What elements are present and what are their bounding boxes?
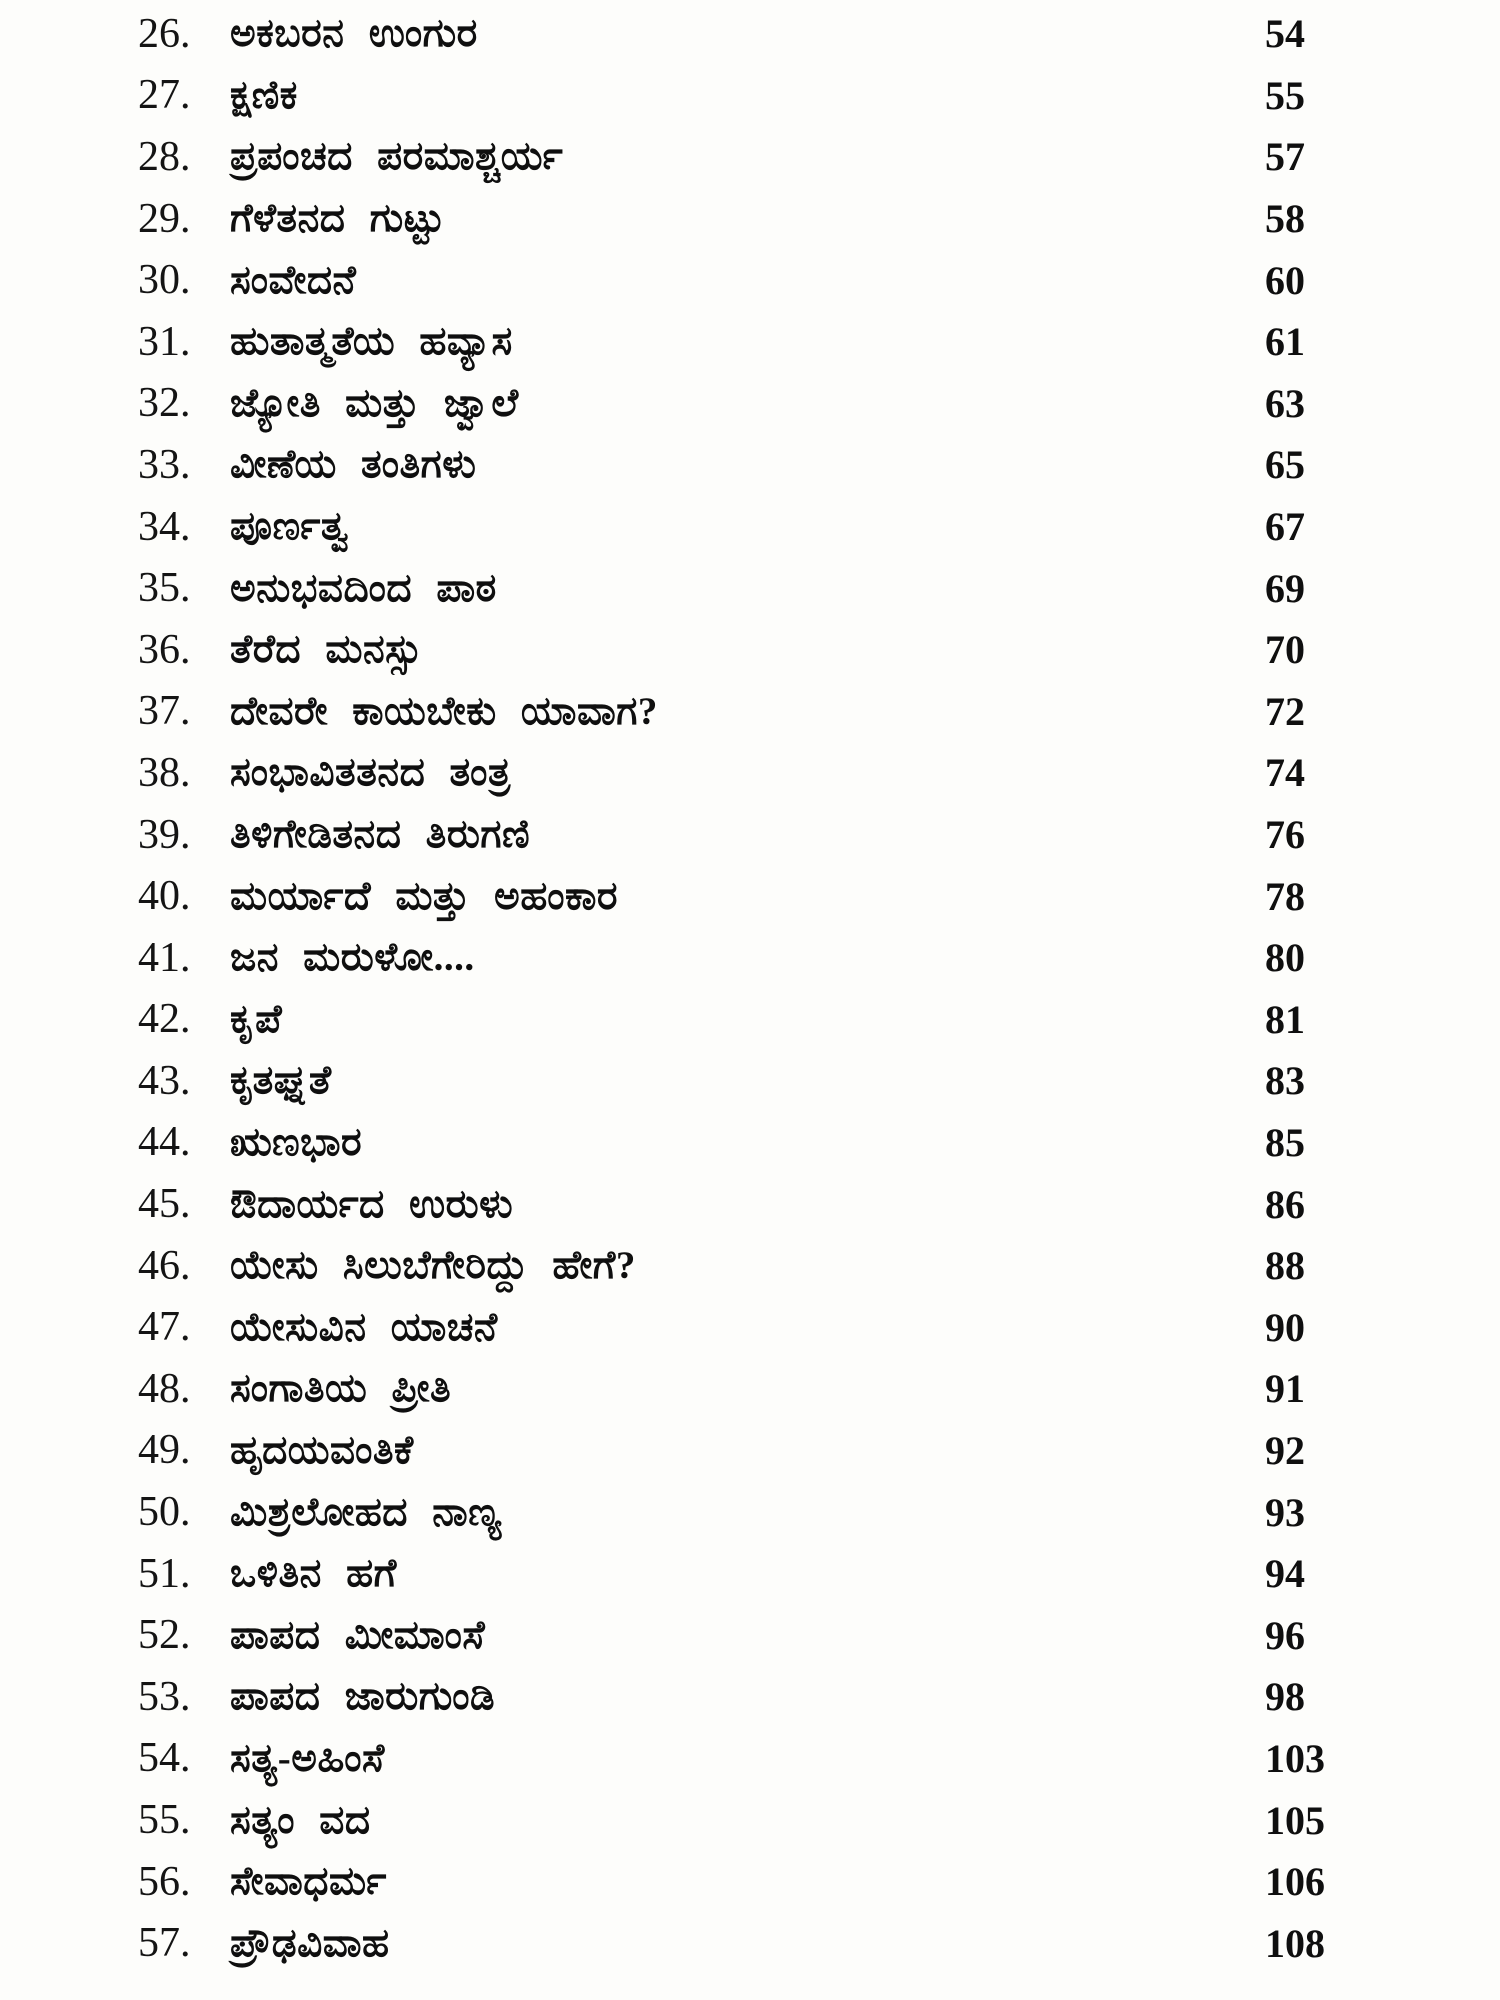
entry-number: 30.: [138, 257, 191, 304]
entry-title: ಕೃಪೆ: [230, 997, 283, 1041]
entry-page-number: 72: [1265, 688, 1305, 734]
entry-number: 33.: [138, 441, 191, 488]
entry-title: ಹೃದಯವಂತಿಕೆ: [230, 1428, 414, 1472]
entry-title: ಕೃತಘ್ನತೆ: [230, 1059, 332, 1103]
entry-number: 47.: [138, 1304, 191, 1351]
toc-row: [0, 681, 1500, 743]
entry-page-number: 55: [1265, 72, 1305, 118]
entry-number: 36.: [138, 626, 191, 673]
toc-row: [0, 1358, 1500, 1420]
toc-row: [0, 619, 1500, 681]
toc-row: [0, 804, 1500, 866]
entry-title: ವೀಣೆಯ ತಂತಿಗಳು: [230, 443, 477, 487]
toc-row: [0, 1296, 1500, 1358]
entry-page-number: 57: [1265, 134, 1305, 180]
entry-number: 37.: [138, 688, 191, 735]
entry-number: 45.: [138, 1181, 191, 1228]
entry-title: ಗೆಳೆತನದ ಗುಟ್ಟು: [230, 197, 445, 241]
entry-title: ಪಾಪದ ಮೀಮಾಂಸೆ: [230, 1613, 486, 1657]
entry-title: ಹುತಾತ್ಮತೆಯ ಹವ್ಯಾಸ: [230, 320, 513, 364]
toc-row: [0, 311, 1500, 373]
toc-row: [0, 1789, 1500, 1851]
toc-row: [0, 742, 1500, 804]
entry-page-number: 60: [1265, 257, 1305, 303]
entry-number: 39.: [138, 811, 191, 858]
entry-number: 43.: [138, 1057, 191, 1104]
entry-title: ಪೂರ್ಣತ್ವ: [230, 505, 350, 549]
entry-number: 41.: [138, 934, 191, 981]
entry-page-number: 63: [1265, 380, 1305, 426]
entry-number: 29.: [138, 195, 191, 242]
toc-row: [0, 1481, 1500, 1543]
entry-number: 54.: [138, 1735, 191, 1782]
entry-page-number: 70: [1265, 627, 1305, 673]
entry-number: 44.: [138, 1119, 191, 1166]
toc-row: [0, 927, 1500, 989]
toc-row: [0, 126, 1500, 188]
toc-row: [0, 1604, 1500, 1666]
entry-page-number: 54: [1265, 11, 1305, 57]
toc-row: [0, 1235, 1500, 1297]
entry-number: 40.: [138, 873, 191, 920]
entry-page-number: 69: [1265, 565, 1305, 611]
toc-row: [0, 989, 1500, 1051]
entry-page-number: 88: [1265, 1243, 1305, 1289]
toc-row: [0, 1420, 1500, 1482]
toc-row: [0, 65, 1500, 127]
toc-row: [0, 1173, 1500, 1235]
entry-page-number: 91: [1265, 1366, 1305, 1412]
entry-number: 51.: [138, 1550, 191, 1597]
entry-page-number: 83: [1265, 1058, 1305, 1104]
entry-page-number: 94: [1265, 1551, 1305, 1597]
entry-number: 57.: [138, 1920, 191, 1967]
entry-number: 53.: [138, 1673, 191, 1720]
toc-row: [0, 1728, 1500, 1790]
entry-number: 34.: [138, 503, 191, 550]
entry-number: 52.: [138, 1612, 191, 1659]
toc-row: [0, 496, 1500, 558]
toc-row: [0, 188, 1500, 250]
entry-number: 50.: [138, 1489, 191, 1536]
entry-page-number: 74: [1265, 750, 1305, 796]
entry-page-number: 81: [1265, 996, 1305, 1042]
entry-page-number: 58: [1265, 196, 1305, 242]
entry-title: ಸಂವೇದನೆ: [230, 258, 357, 302]
toc-row: [0, 434, 1500, 496]
entry-title: ಪ್ರಪಂಚದ ಪರಮಾಶ್ಚರ್ಯ: [230, 135, 564, 179]
toc-row: [0, 1543, 1500, 1605]
entry-number: 48.: [138, 1365, 191, 1412]
entry-title: ಜನ ಮರುಳೋ....: [230, 936, 475, 980]
entry-title: ತೆರೆದ ಮನಸ್ಸು: [230, 628, 423, 672]
toc-row: [0, 557, 1500, 619]
entry-number: 55.: [138, 1797, 191, 1844]
toc-row: [0, 3, 1500, 65]
entry-page-number: 78: [1265, 873, 1305, 919]
entry-number: 28.: [138, 133, 191, 180]
entry-title: ಪಾಪದ ಜಾರುಗುಂಡಿ: [230, 1675, 496, 1719]
entry-page-number: 85: [1265, 1119, 1305, 1165]
entry-title: ಜ್ಯೋತಿ ಮತ್ತು ಜ್ವಾಲೆ: [230, 381, 519, 425]
entry-title: ಮರ್ಯಾದೆ ಮತ್ತು ಅಹಂಕಾರ: [230, 874, 619, 918]
entry-page-number: 76: [1265, 812, 1305, 858]
entry-title: ತಿಳಿಗೇಡಿತನದ ತಿರುಗಣಿ: [230, 813, 531, 857]
entry-title: ಕ್ಷಣಿಕ: [230, 73, 298, 117]
entry-page-number: 105: [1265, 1797, 1325, 1843]
entry-title: ಅಕಬರನ ಉಂಗುರ: [230, 12, 478, 56]
entry-title: ಅನುಭವದಿಂದ ಪಾಠ: [230, 566, 497, 610]
entry-title: ಯೇಸು ಸಿಲುಬೆಗೇರಿದ್ದು ಹೇಗೆ?: [230, 1244, 636, 1288]
entry-page-number: 86: [1265, 1181, 1305, 1227]
entry-page-number: 61: [1265, 319, 1305, 365]
entry-title: ಒಳಿತಿನ ಹಗೆ: [230, 1552, 397, 1596]
entry-page-number: 67: [1265, 504, 1305, 550]
entry-title: ಸಂಗಾತಿಯ ಪ್ರೀತಿ: [230, 1367, 452, 1411]
toc-row: [0, 865, 1500, 927]
entry-number: 27.: [138, 72, 191, 119]
entry-title: ಸೇವಾಧರ್ಮ: [230, 1860, 387, 1904]
entry-page-number: 65: [1265, 442, 1305, 488]
entry-number: 56.: [138, 1858, 191, 1905]
entry-number: 46.: [138, 1242, 191, 1289]
entry-number: 32.: [138, 380, 191, 427]
entry-page-number: 92: [1265, 1427, 1305, 1473]
entry-page-number: 93: [1265, 1489, 1305, 1535]
toc-row: [0, 1112, 1500, 1174]
entry-page-number: 98: [1265, 1674, 1305, 1720]
entry-page-number: 106: [1265, 1859, 1325, 1905]
toc-row: [0, 1851, 1500, 1913]
entry-page-number: 80: [1265, 935, 1305, 981]
entry-number: 31.: [138, 318, 191, 365]
entry-title: ಔದಾರ್ಯದ ಉರುಳು: [230, 1182, 514, 1226]
entry-title: ಮಿಶ್ರಲೋಹದ ನಾಣ್ಯ: [230, 1490, 502, 1534]
entry-page-number: 108: [1265, 1920, 1325, 1966]
entry-page-number: 96: [1265, 1612, 1305, 1658]
entry-title: ಯೇಸುವಿನ ಯಾಚನೆ: [230, 1305, 498, 1349]
entry-number: 42.: [138, 996, 191, 1043]
entry-title: ಋಣಭಾರ: [230, 1120, 363, 1164]
entry-number: 49.: [138, 1427, 191, 1474]
entry-page-number: 103: [1265, 1735, 1325, 1781]
entry-number: 35.: [138, 565, 191, 612]
entry-title: ಸತ್ಯಂ ವದ: [230, 1798, 371, 1842]
entry-title: ಪ್ರೌಢವಿವಾಹ: [230, 1921, 390, 1965]
toc-row: [0, 373, 1500, 435]
toc-row: [0, 1666, 1500, 1728]
toc-row: [0, 249, 1500, 311]
toc-row: [0, 1050, 1500, 1112]
entry-page-number: 90: [1265, 1304, 1305, 1350]
entry-title: ದೇವರೇ ಕಾಯಬೇಕು ಯಾವಾಗ?: [230, 689, 658, 733]
toc-row: [0, 1912, 1500, 1974]
entry-number: 26.: [138, 10, 191, 57]
entry-title: ಸಂಭಾವಿತತನದ ತಂತ್ರ: [230, 751, 511, 795]
entry-number: 38.: [138, 749, 191, 796]
entry-title: ಸತ್ಯ-ಅಹಿಂಸೆ: [230, 1736, 385, 1780]
